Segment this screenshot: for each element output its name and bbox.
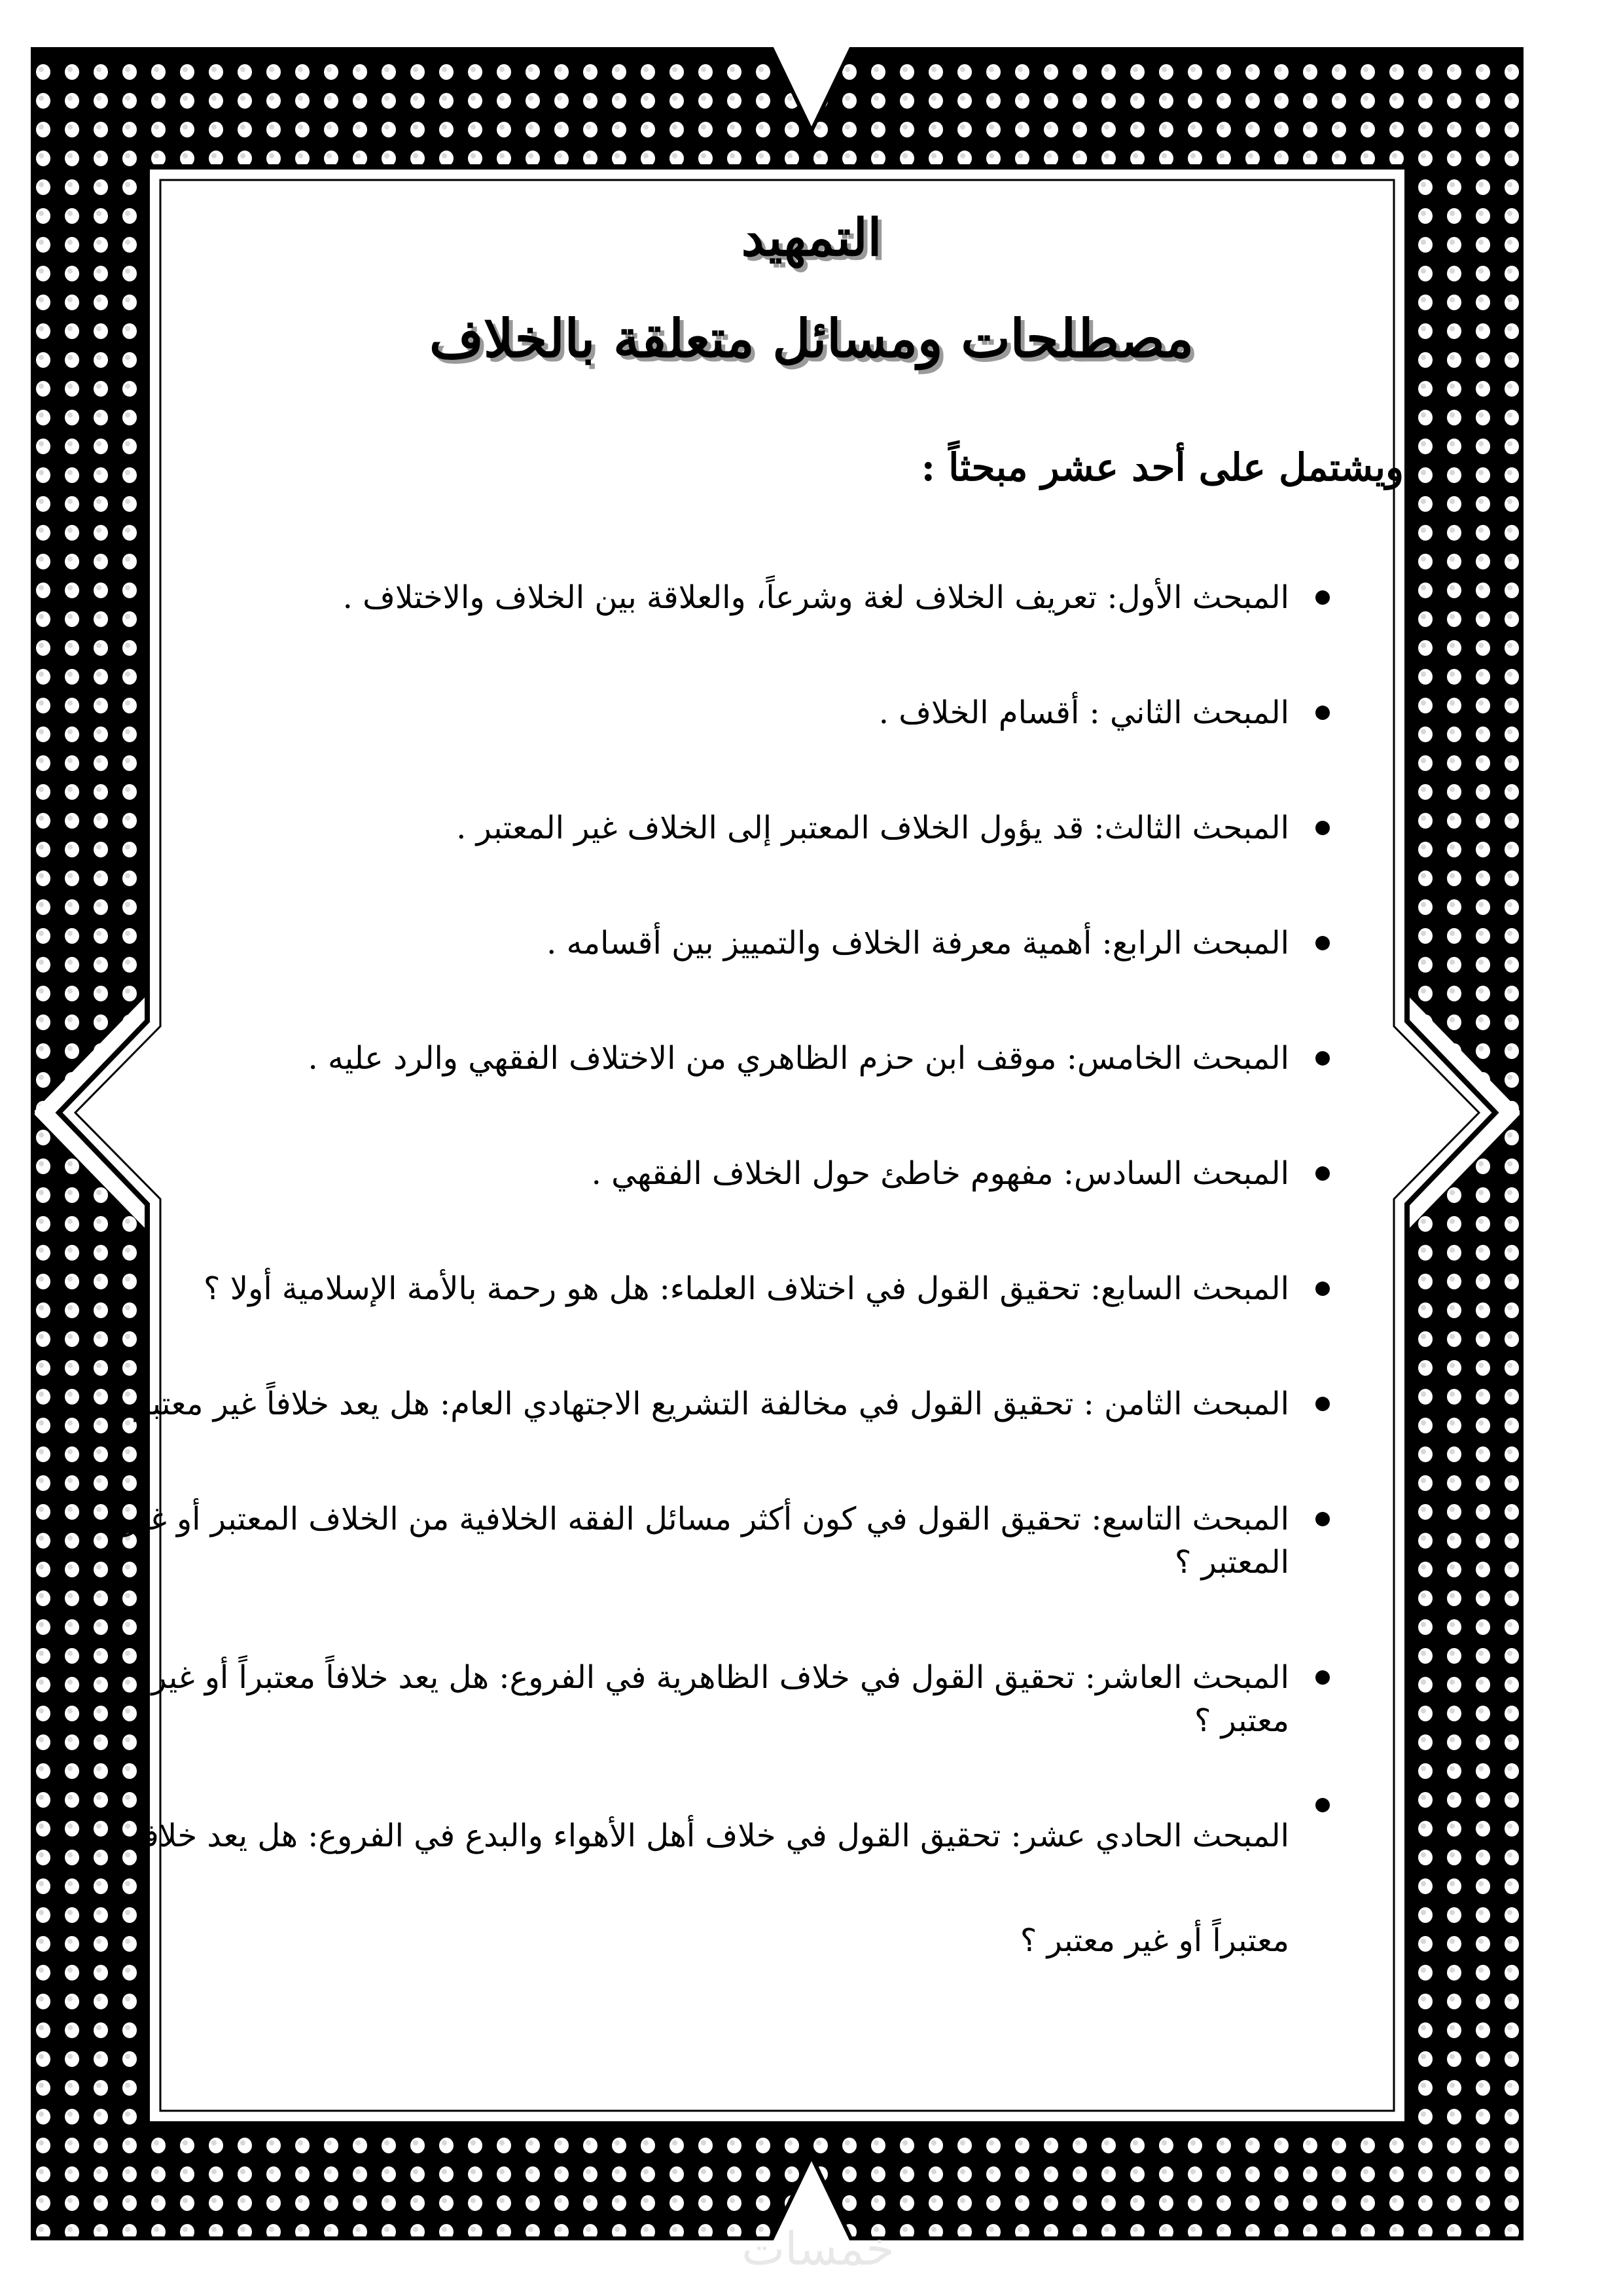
list-item: المبحث الثاني : أقسام الخلاف . — [98, 691, 1289, 734]
list-item: المبحث العاشر: تحقيق القول في خلاف الظاهرية في الفروع: هل يعد خلافاً معتبراً أو غير معتبر ؟ — [98, 1656, 1289, 1742]
list-item: المبحث الثالث: قد يؤول الخلاف المعتبر إلى الخلاف غير المعتبر . — [98, 806, 1289, 850]
list-item: المبحث الأول: تعريف الخلاف لغة وشرعاً، والعلاقة بين الخلاف والاختلاف . — [98, 576, 1289, 619]
watermark: خمسات — [741, 2222, 895, 2276]
list-item: المبحث الثامن : تحقيق القول في مخالفة التشريع الاجتهادي العام: هل يعد خلافاً غير معتبر ؟ — [98, 1382, 1289, 1426]
list-item: المبحث السابع: تحقيق القول في اختلاف العلماء: هل هو رحمة بالأمة الإسلامية أولا ؟ — [98, 1267, 1289, 1310]
topics-list — [98, 576, 1315, 2065]
list-item: المبحث السادس: مفهوم خاطئ حول الخلاف الفقهي . — [98, 1152, 1289, 1195]
list-item: المبحث الحادي عشر: تحقيق القول في خلاف أهل الأهواء والبدع في الفروع: هل يعد خلافاً معتبراً أو غير معتبر ؟ — [98, 1784, 1289, 1993]
list-item: المبحث الخامس: موقف ابن حزم الظاهري من الاختلاف الفقهي والرد عليه . — [98, 1037, 1289, 1080]
list-item: المبحث الرابع: أهمية معرفة الخلاف والتمييز بين أقسامه . — [98, 922, 1289, 965]
page-subtitle: مصطلحات ومسائل متعلقة بالخلاف — [429, 308, 1194, 369]
list-item: المبحث التاسع: تحقيق القول في كون أكثر مسائل الفقه الخلافية من الخلاف المعتبر أو غير المعتبر ؟ — [98, 1498, 1289, 1584]
intro-line: ويشتمل على أحد عشر مبحثاً : — [921, 445, 1404, 490]
page-title: التمهيد — [741, 208, 882, 268]
